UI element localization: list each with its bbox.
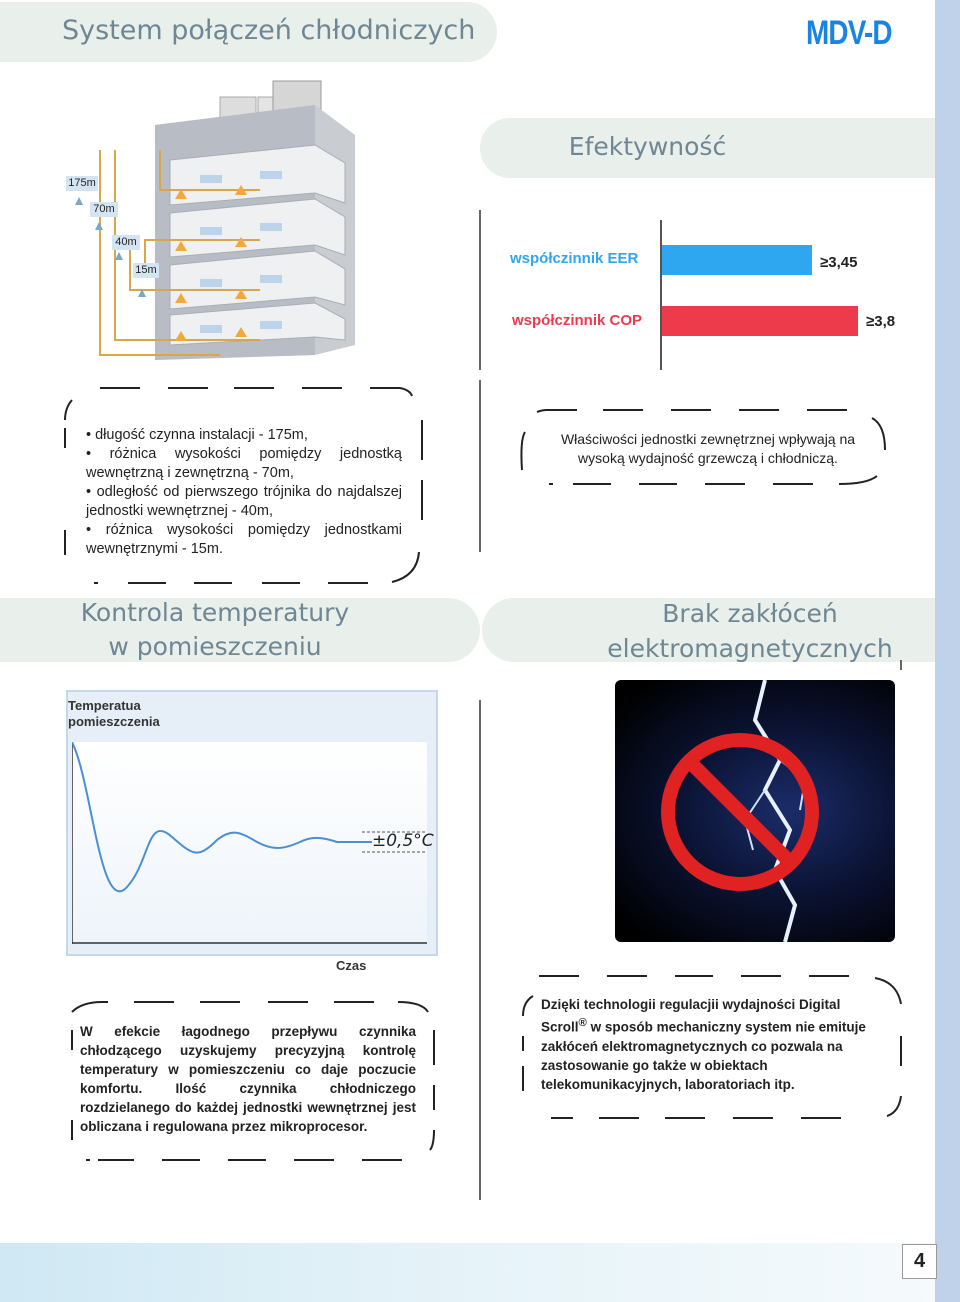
tolerance-label: ±0,5°C (372, 831, 434, 851)
cop-label: współczinnik COP (512, 312, 643, 329)
efficiency-title: Efektywność (568, 132, 727, 161)
chart-axis (660, 220, 662, 370)
chart-ylabel: Temperatua pomieszczenia (68, 698, 160, 729)
list-item: • różnica wysokości pomiędzy jednostką wewnętrzną i zewnętrzną - 70m, (86, 446, 403, 481)
installation-list (86, 426, 402, 559)
divider-tick (900, 660, 902, 670)
brand-logo: MDV-D (806, 14, 892, 52)
floors (170, 145, 345, 345)
height-tag-175: 175m (66, 176, 98, 191)
emi-description: Dzięki technologii regulacjii wydajności Digital Scroll® w sposób mechaniczny system nie emituje zakłóceń elektromagnetycznych co pozwala na zastosowanie go także w obiektach telekomunikacyjnych, laboratoriach itp. (541, 997, 866, 1092)
cop-value: ≥3,8 (866, 313, 896, 330)
no-emi-sign (615, 680, 895, 942)
eer-bar (662, 245, 812, 275)
chart-xlabel: Czas (336, 958, 367, 973)
height-tag-15: 15m (133, 263, 159, 278)
height-tag-70: 70m (90, 202, 118, 217)
list-item: • różnica wysokości pomiędzy jednostkami wewnętrznymi - 15m. (86, 522, 402, 557)
divider-line (479, 210, 481, 370)
prohibition-slash (690, 762, 790, 862)
page-title: System połączeń chłodniczych (62, 15, 476, 46)
height-tag-40: 40m (112, 235, 140, 250)
temperature-description: W efekcie łagodnego przepływu czynnika chłodzącego uzyskujemy precyzyjną kontrolę temperatury w pomieszczeniu co daje poczucie komfortu. Ilość czynnika chłodniczego rozdzielanego do każdej jednostki wewnętrznej jest obliczana i regulowana przez mikroprocesor. (80, 1024, 416, 1134)
temperature-curve (72, 742, 372, 891)
divider-line (479, 380, 481, 552)
right-side-band (935, 0, 960, 1302)
eer-label: współczinnik EER (510, 250, 639, 267)
page-number: 4 (902, 1244, 937, 1279)
divider-line (479, 700, 481, 1200)
cop-bar (662, 306, 858, 336)
lightning-bolt (755, 680, 795, 942)
list-item: • długość czynna instalacji - 175m, (86, 427, 308, 443)
list-item: • odległość od pierwszego trójnika do najdalszej jednostki wewnętrznej - 40m, (86, 484, 403, 519)
emi-title: Brak zakłóceń elektromagnetycznych (607, 599, 893, 663)
outdoor-note: Właściwości jednostki zewnętrznej wpływają na wysoką wydajność grzewczą i chłodniczą. (560, 431, 856, 466)
temperature-title: Kontrola temperatury w pomieszczeniu (80, 598, 350, 661)
eer-value: ≥3,45 (820, 254, 858, 271)
building-illustration (60, 75, 360, 365)
footer-band (0, 1243, 935, 1302)
